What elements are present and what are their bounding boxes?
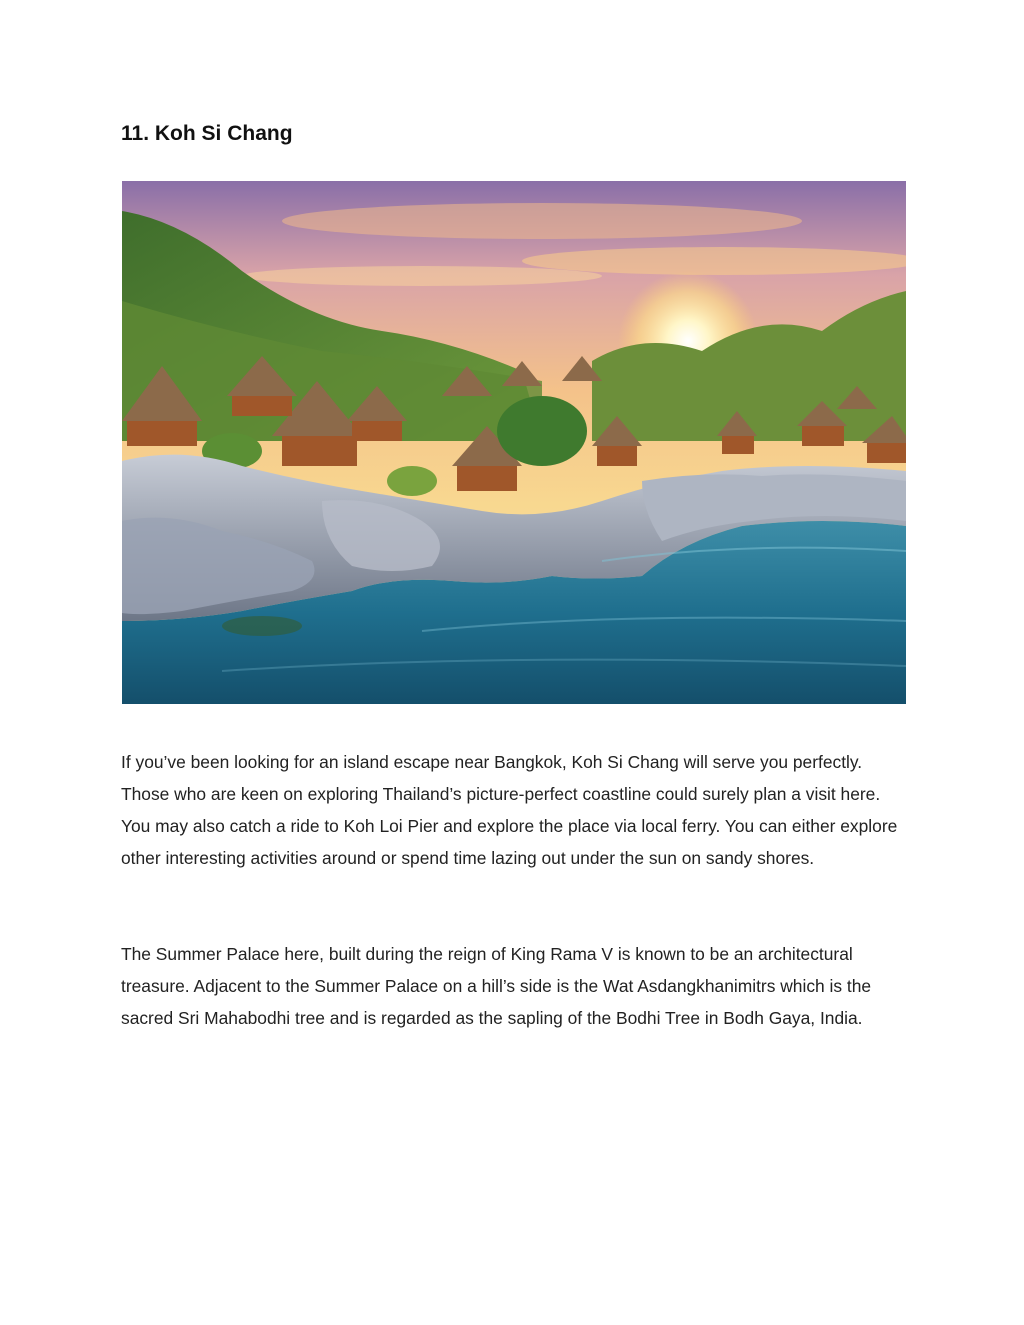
island-sunset-photo: [122, 181, 906, 704]
body-paragraph-1: If you’ve been looking for an island escape near Bangkok, Koh Si Chang will serve you perfectly. Those who are keen on exploring Thailand’s picture-perfect coastline could surely plan a visit here. You may also catch a ride to Koh Loi Pier and explore the place via local ferry. You can either explore other interesting activities around or spend time lazing out under the sun on sandy shores.: [121, 752, 898, 868]
body-paragraph-2: The Summer Palace here, built during the reign of King Rama V is known to be an architectural treasure. Adjacent to the Summer Palace on a hill’s side is the Wat Asdangkhanimitrs which is the sacred Sri Mahabodhi tree and is regarded as the sapling of the Bodhi Tree in Bodh Gaya, India.: [121, 944, 872, 1028]
section-heading: 11. Koh Si Chang: [121, 122, 293, 145]
